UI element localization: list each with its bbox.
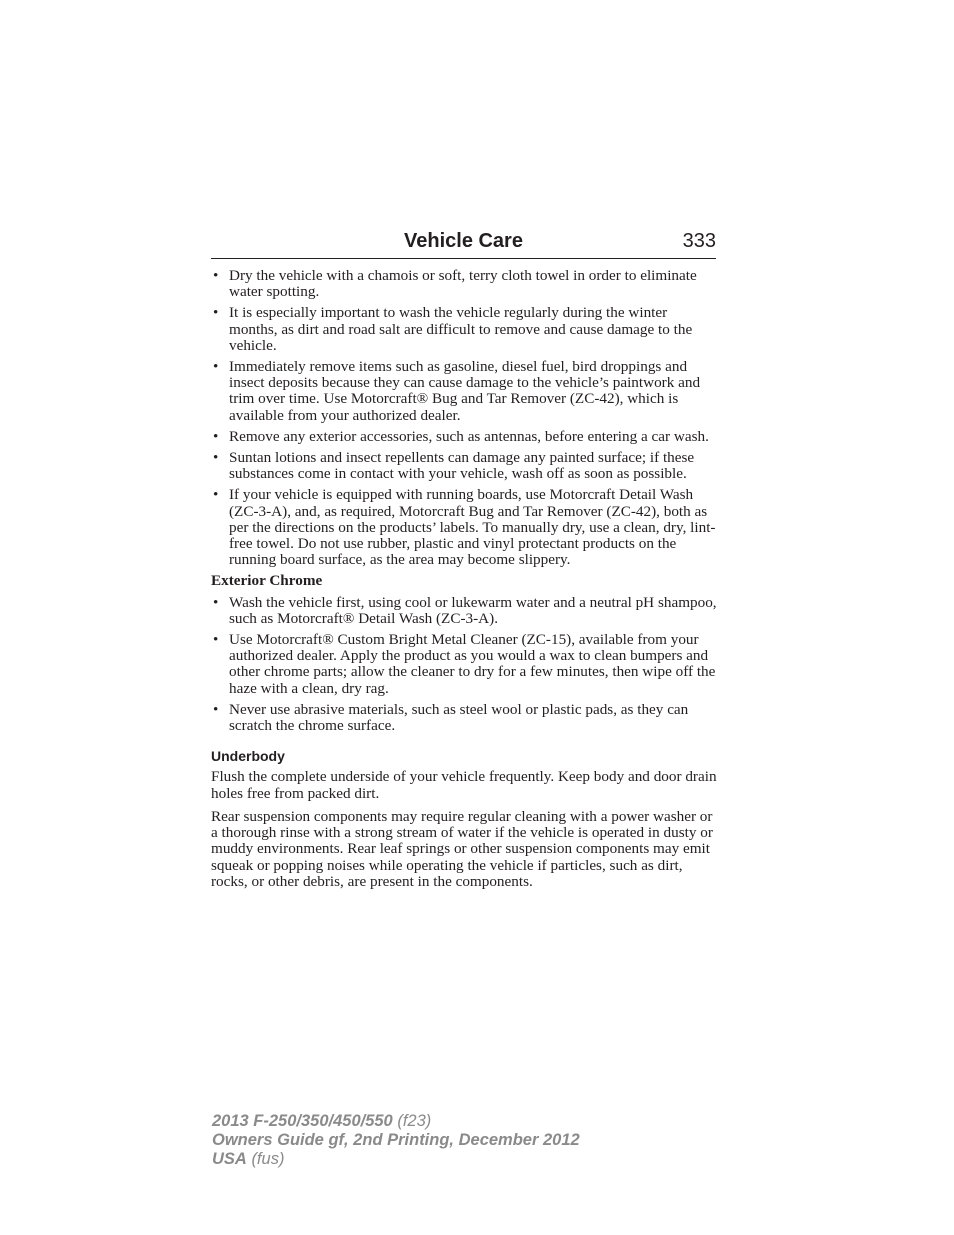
- paragraph: Rear suspension components may require regular cleaning with a power washer or a thorough rinse with a strong stream of water if the vehicle is operated in dusty or muddy environments. Rear leaf springs or other suspension components may emit squeak or popping noises while operating the vehicle if particles, such as dirt, rocks, or other debris, are present in the components.: [211, 807, 713, 890]
- exterior-chrome-list: [211, 595, 717, 735]
- section-title: Vehicle Care: [404, 230, 523, 252]
- paragraph: Flush the complete underside of your vehicle frequently. Keep body and door drain holes free from packed dirt.: [211, 768, 717, 802]
- list-item: • It is especially important to wash the vehicle regularly during the winter months, as dirt and road salt are difficult to remove and cause damage to the vehicle.: [211, 305, 717, 354]
- footer-model-code: (f23): [397, 1112, 432, 1130]
- list-item: • If your vehicle is equipped with running boards, use Motorcraft Detail Wash (ZC-3-A), and, as required, Motorcraft Bug and Tar Remover (ZC-42), both as per the directions on the products’ labels. To manually dry, use a clean, dry, lint-free towel. Do not use rubber, plastic and vinyl protectant products on the running board surface, as the area may become slippery.: [211, 487, 717, 568]
- footer-market: USA: [212, 1150, 247, 1168]
- underbody-heading: Underbody: [211, 748, 285, 765]
- page-header: [211, 228, 716, 259]
- list-item: • Wash the vehicle first, using cool or lukewarm water and a neutral pH shampoo, such as Motorcraft® Detail Wash (ZC-3-A).: [211, 595, 717, 627]
- document-footer: [212, 1112, 580, 1169]
- footer-market-code: (fus): [251, 1150, 285, 1168]
- list-item: • Suntan lotions and insect repellents can damage any painted surface; if these substances come in contact with your vehicle, wash off as soon as possible.: [211, 450, 717, 482]
- footer-line-model: [212, 1112, 580, 1131]
- list-item: • Remove any exterior accessories, such as antennas, before entering a car wash.: [211, 429, 717, 445]
- list-item: • Dry the vehicle with a chamois or soft, terry cloth towel in order to eliminate water spotting.: [211, 268, 717, 300]
- footer-line-market: [212, 1150, 580, 1169]
- exterior-chrome-heading: Exterior Chrome: [211, 572, 323, 590]
- washing-tips-list: [211, 268, 717, 568]
- list-item: • Immediately remove items such as gasoline, diesel fuel, bird droppings and insect deposits because they can cause damage to the vehicle’s paintwork and trim over time. Use Motorcraft® Bug and Tar Remover (ZC-42), which is available from your authorized dealer.: [211, 359, 717, 424]
- footer-line-edition: [212, 1131, 580, 1150]
- footer-model: 2013 F-250/350/450/550: [212, 1112, 393, 1130]
- footer-edition: Owners Guide gf, 2nd Printing, December 2012: [212, 1131, 580, 1149]
- list-item: • Use Motorcraft® Custom Bright Metal Cleaner (ZC-15), available from your authorized dealer. Apply the product as you would a wax to clean bumpers and other chrome parts; allow the cleaner to dry for a few minutes, then wipe off the haze with a clean, dry rag.: [211, 632, 717, 697]
- page-number: 333: [682, 230, 716, 252]
- list-item: • Never use abrasive materials, such as steel wool or plastic pads, as they can scratch the chrome surface.: [211, 702, 717, 734]
- page-content: [211, 268, 717, 897]
